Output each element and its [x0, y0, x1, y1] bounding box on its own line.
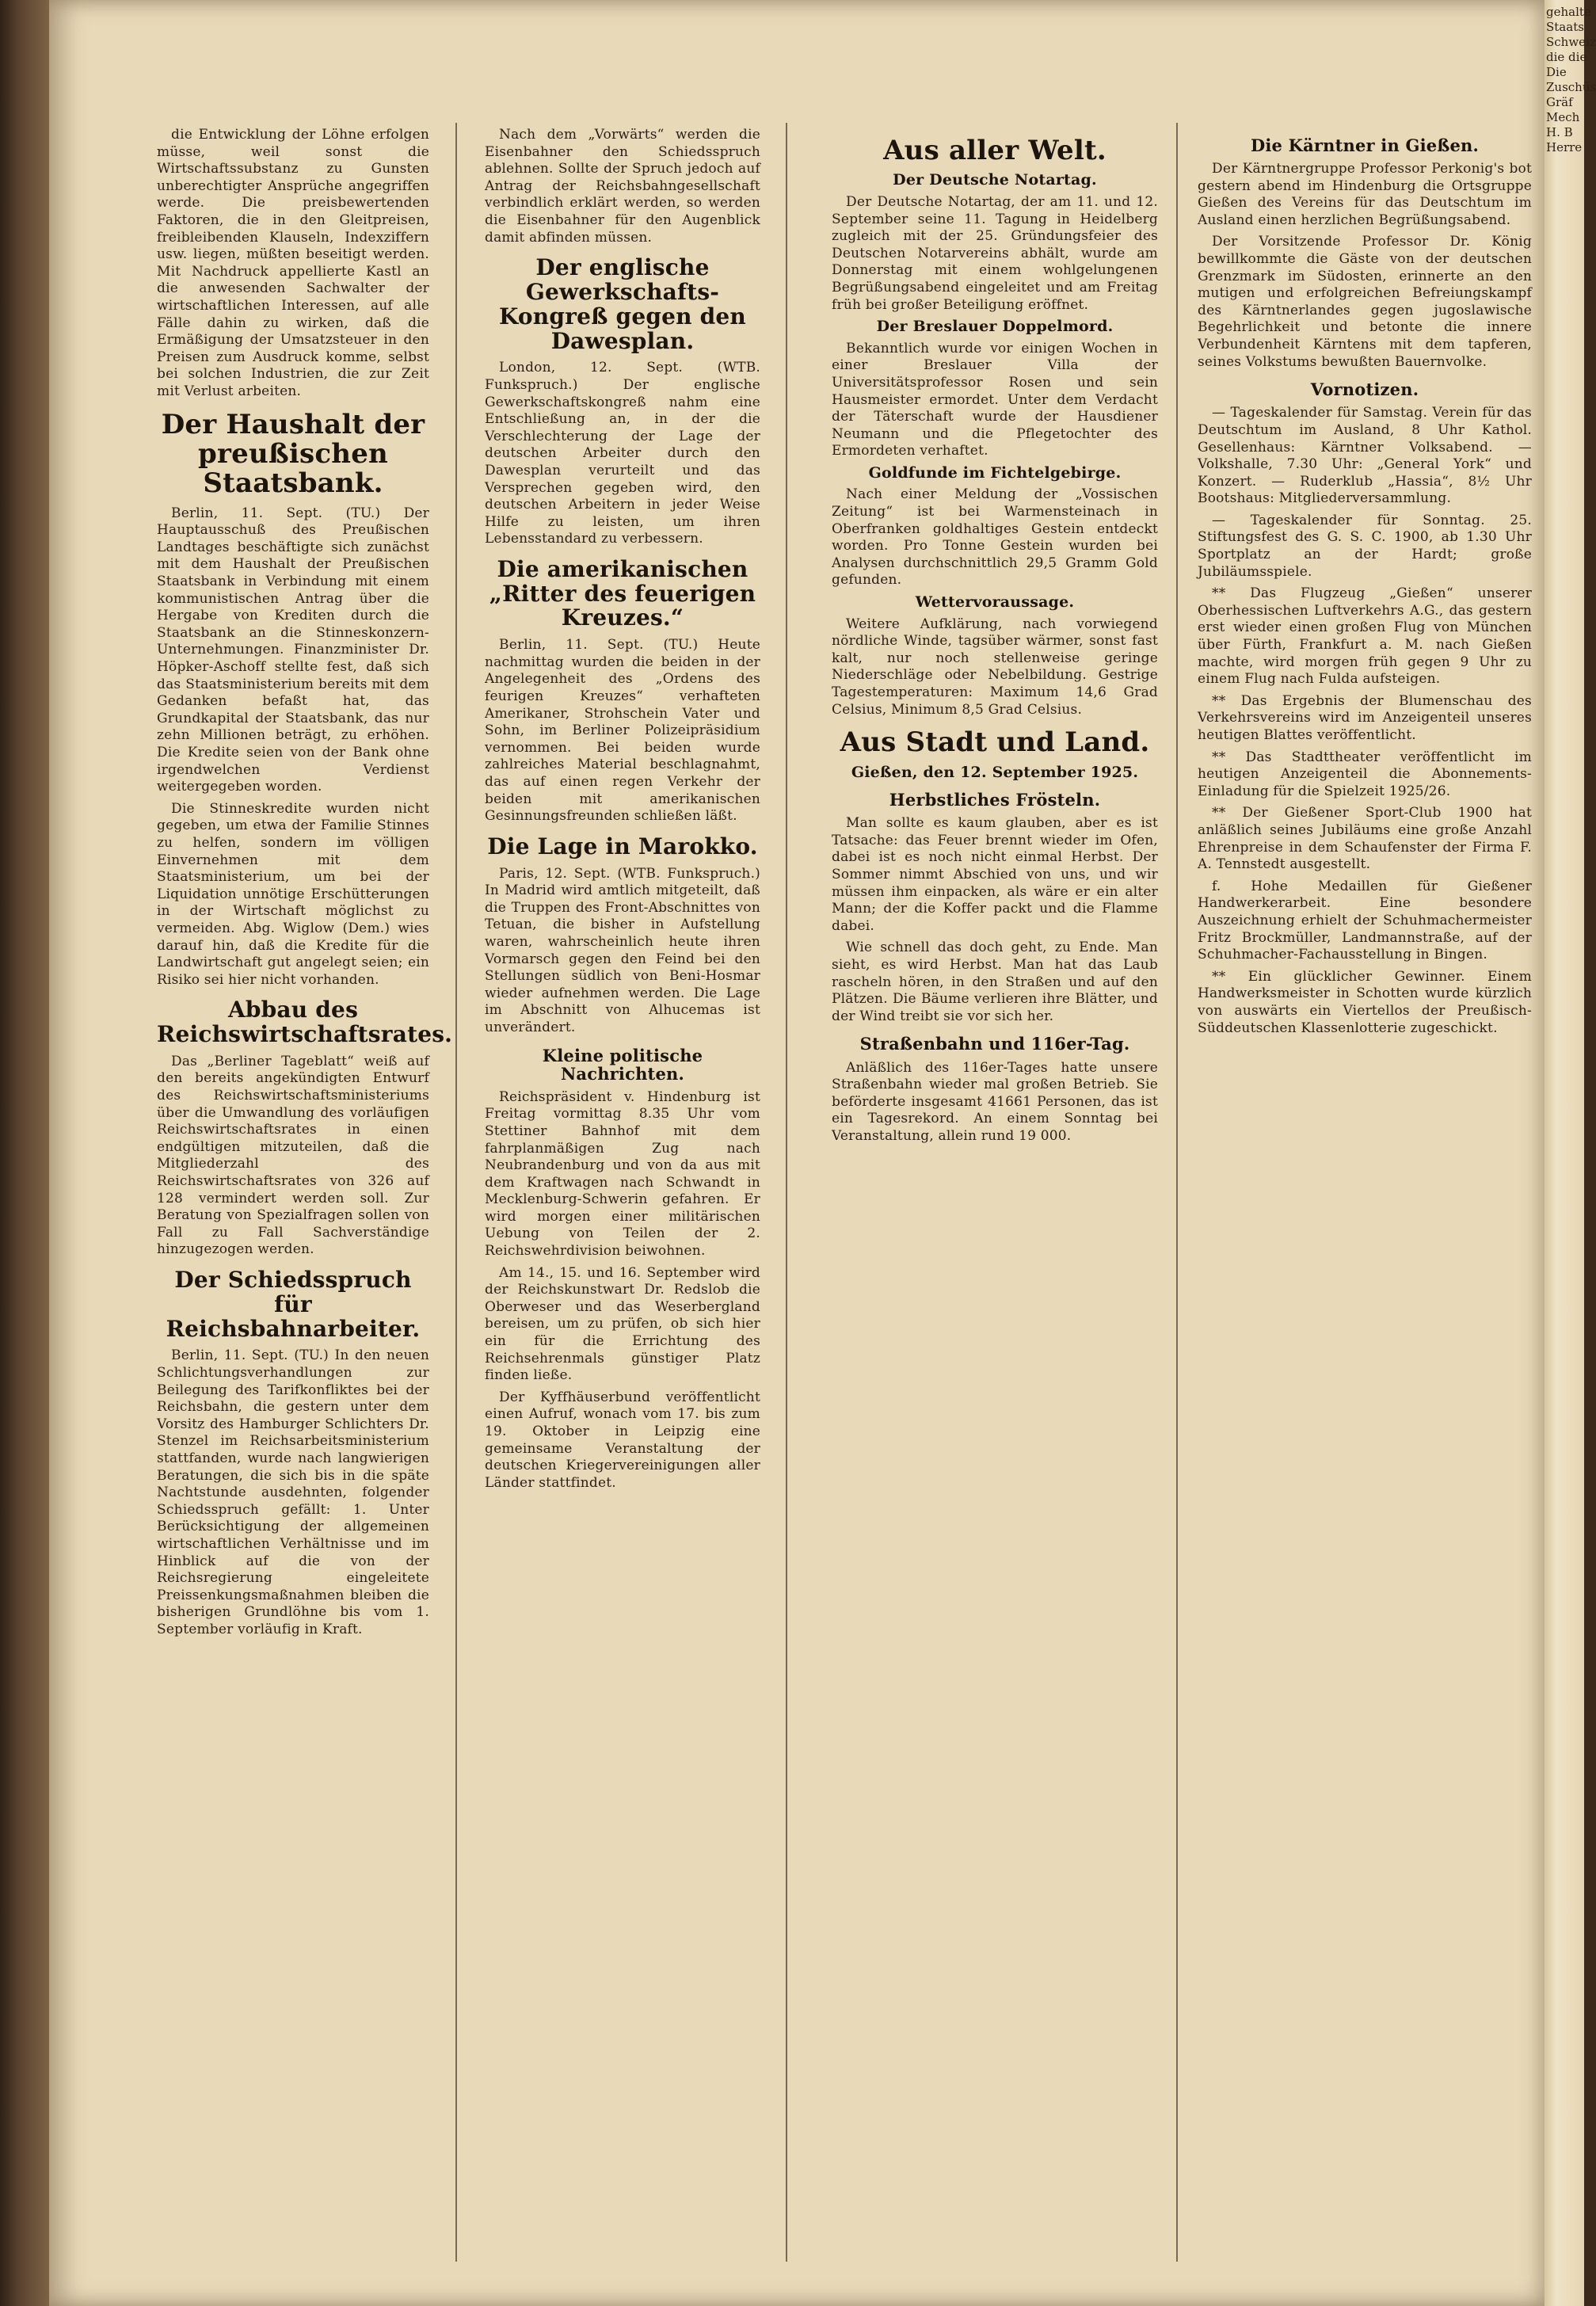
paragraph: Der Vorsitzende Professor Dr. König bewillkommte die Gäste von der deutschen Grenzmark im Südosten, erinnerte an den mutigen und erfolgreichen Befreiungskampf des Kärntnerlandes gegen jugoslawische Begehrlichkeit und betonte die innere Verbundenheit Kärntens mit dem tapferen, seines Volkstums bewußten Bauernvolke.: [1198, 234, 1532, 370]
headline-kaerntner: Die Kärntner in Gießen.: [1250, 135, 1480, 155]
paragraph: ** Ein glücklicher Gewinner. Einem Handwerksmeister in Schotten wurde kürzlich von auswärts ein Viertellos der Preußisch-Süddeutschen Klassenlotterie zugeschickt.: [1198, 968, 1532, 1036]
subhead-froesteln: Herbstliches Frösteln.: [889, 790, 1101, 810]
paragraph: Der Kyffhäuserbund veröffentlicht einen Aufruf, wonach vom 17. bis zum 19. Oktober in Leipzig eine gemeinsame Veranstaltung der deutschen Kriegervereinigungen aller Länder stattfindet.: [485, 1389, 760, 1491]
section-head-stadt-und-land: Aus Stadt und Land.: [840, 726, 1150, 759]
adjacent-page-text: gehalte Staats Schweiz die die Die Zuschüs Gräf Mech H. B Herre: [1546, 5, 1596, 154]
paragraph: Paris, 12. Sept. (WTB. Funkspruch.) In Madrid wird amtlich mitgeteilt, daß die Truppen des Front-Abschnittes von Tetuan, die bisher in Aufstellung waren, wahrscheinlich heute ihren Vormarsch gegen den Feind bei den Stellungen südlich von Beni-Hosmar wieder aufnehmen werden. Die Lage im Abschnitt von Alhucemas ist unverändert.: [485, 865, 760, 1035]
book-binding: [0, 0, 49, 2306]
headline-reichswirtschaftsrat: Abbau des Reichswirtschaftsrates.: [157, 997, 453, 1048]
column-rule: [455, 123, 457, 2262]
subhead-goldfunde: Goldfunde im Fichtelgebirge.: [868, 463, 1122, 482]
column-2: [485, 127, 760, 2266]
headline-staatsbank: Der Haushalt der preußischen Staatsbank.: [161, 408, 425, 500]
paragraph: Berlin, 11. Sept. (TU.) Heute nachmittag wurden die beiden in der Angelegenheit des „Ordens des feurigen Kreuzes“ verhafteten Amerikaner, Strohschein Vater und Sohn, im Berliner Polizeipräsidium vernommen. Bei beiden wurde zahlreiches Material beschlagnahmt, das auf einen regen Verkehr der beiden mit amerikanischen Gesinnungsfreunden schließen läßt.: [485, 637, 760, 825]
paragraph: Nach einer Meldung der „Vossischen Zeitung“ ist bei Warmensteinach in Oberfranken goldhaltiges Gestein entdeckt worden. Pro Tonne Gestein wurden bei Analysen durchschnittlich 29,5 Gramm Gold gefunden.: [832, 486, 1158, 589]
paragraph: Wie schnell das doch geht, zu Ende. Man sieht, es wird Herbst. Man hat das Laub rascheln hören, in den Straßen und auf den Plätzen. Die Bäume verlieren ihre Blätter, und der Wind treibt sie vor sich her.: [832, 940, 1158, 1024]
paragraph: ** Das Flugzeug „Gießen“ unserer Oberhessischen Luftverkehrs A.G., das gestern erst wieder einen großen Flug von München über Fürth, Frankfurt a. M. nach Gießen machte, wird morgen früh gegen 9 Uhr zu einem Flug nach Fulda aufsteigen.: [1198, 585, 1532, 688]
paragraph: Reichspräsident v. Hindenburg ist Freitag vormittag 8.35 Uhr vom Stettiner Bahnhof mit dem fahrplanmäßigen Zug nach Neubrandenburg und von da aus mit dem Kraftwagen nach Schwandt in Mecklenburg-Schwerin gefahren. Er wird morgen einer militärischen Uebung von Teilen der 2. Reichswehrdivision beiwohnen.: [485, 1088, 760, 1260]
subhead-strassenbahn: Straßenbahn und 116er-Tag.: [859, 1034, 1130, 1054]
headline-gewerkschaftskongress: Der englische Gewerkschafts-Kongreß gegen den Dawesplan.: [499, 254, 746, 354]
paragraph: ** Das Stadttheater veröffentlicht im heutigen Anzeigenteil die Abonnements-Einladung für die Spielzeit 1925/26.: [1198, 749, 1532, 799]
paragraph: — Tageskalender für Samstag. Verein für das Deutschtum im Ausland, 8 Uhr Kathol. Gesellenhaus: Kärntner Volksabend. — Volkshalle, 7.30 Uhr: „General York“ und Konzert. — Ruderklub „Hassia“, 8½ Uhr Bootshaus: Mitgliederversammlung.: [1198, 405, 1532, 507]
adjacent-page-edge: [1545, 0, 1596, 2306]
article-lead: Nach dem „Vorwärts“ werden die Eisenbahner den Schiedsspruch ablehnen. Sollte der Spruch jedoch auf Antrag der Reichsbahngesellschaft verbindlich erklärt werden, so werden die Eisenbahner für den Augenblick damit abfinden müssen.: [485, 127, 760, 246]
paragraph: ** Der Gießener Sport-Club 1900 hat anläßlich seines Jubiläums eine große Anzahl Ehrenpreise in dem Schaufenster der Firma F. A. Tennstedt ausgestellt.: [1198, 805, 1532, 873]
headline-kleine-nachrichten: Kleine politische Nachrichten.: [542, 1045, 703, 1084]
subhead-wetter: Wettervoraussage.: [915, 593, 1075, 612]
column-3: [832, 127, 1158, 2266]
article-lead: die Entwicklung der Löhne erfolgen müsse, weil sonst die Wirtschaftssubstanz zu Gunsten unberechtigter Ansprüche angegriffen werde. Die preisbewertenden Faktoren, die in den Gleitpreisen, freibleibenden Klauseln, Indexziffern usw. liegen, müßten beseitigt werden. Mit Nachdruck appellierte Kastl an die anwesenden Sachwalter der wirtschaftlichen Interessen, auf alle Fälle dahin zu wirken, daß die Ermäßigung der Umsatzsteuer in den Preisen zum Ausdruck komme, selbst bei solchen Industrien, die zur Zeit mit Verlust arbeiten.: [157, 127, 429, 399]
subhead-doppelmord: Der Breslauer Doppelmord.: [876, 318, 1114, 336]
paragraph: Bekanntlich wurde vor einigen Wochen in einer Breslauer Villa der Universitätsprofessor Rosen und sein Hausmeister ermordet. Unter dem Verdacht der Täterschaft wurde der Hausdiener Neumann und die Pflegetochter des Ermordeten verhaftet.: [832, 340, 1158, 459]
headline-ritter-kreuz: Die amerikanischen „Ritter des feuerigen Kreuzes.“: [489, 555, 756, 631]
column-rule: [786, 123, 787, 2262]
paragraph: Man sollte es kaum glauben, aber es ist Tatsache: das Feuer brennt wieder im Ofen, dabei ist es noch nicht einmal Herbst. Der Sommer nimmt Abschied von uns, und wir müssen ihm einpacken, als wäre er ein alter Mann; der die Koffer packt und die Flamme dabei.: [832, 815, 1158, 934]
column-1: [157, 127, 453, 2266]
dateline: Gießen, den 12. September 1925.: [851, 763, 1139, 781]
headline-marokko: Die Lage in Marokko.: [487, 833, 758, 860]
column-rule: [1176, 123, 1178, 2262]
paragraph: London, 12. Sept. (WTB. Funkspruch.) Der englische Gewerkschaftskongreß nahm eine Entschließung an, in der die Verschlechterung der Lage der deutschen Arbeiter durch den Dawesplan verurteilt und das Versprechen gegeben wird, den deutschen Arbeitern in jeder Weise Hilfe zu leisten, um ihren Lebensstandard zu verbessern.: [485, 360, 760, 547]
column-4: [1198, 127, 1532, 2266]
paragraph: Anläßlich des 116er-Tages hatte unsere Straßenbahn wieder mal großen Betrieb. Sie beförderte insgesamt 41661 Personen, das ist ein Tagesrekord. An einem Sonntag bei Veranstaltung, allein rund 19 000.: [832, 1059, 1158, 1144]
headline-vornotizen: Vornotizen.: [1310, 379, 1419, 400]
paragraph: ** Das Ergebnis der Blumenschau des Verkehrsvereins wird im Anzeigenteil unseres heutigen Blattes veröffentlicht.: [1198, 692, 1532, 743]
paragraph: f. Hohe Medaillen für Gießener Handwerkerarbeit. Eine besondere Auszeichnung erhielt der Schuhmachermeister Fritz Brockmüller, Landmannstraße, auf der Schuhmacher-Fachausstellung in Bingen.: [1198, 878, 1532, 963]
paragraph: — Tageskalender für Sonntag. 25. Stiftungsfest des G. S. C. 1900, ab 1.30 Uhr Sportplatz an der Hardt; große Jubiläumsspiele.: [1198, 512, 1532, 580]
paragraph: Die Stinneskredite wurden nicht gegeben, um etwa der Familie Stinnes zu helfen, sondern im völligen Einvernehmen mit dem Staatsministerium, um bei der Liquidation unnötige Erschütterungen in der Wirtschaft möglichst zu vermeiden. Abg. Wiglow (Dem.) wies darauf hin, daß die Kredite für die Landwirtschaft gut angelegt seien; ein Risiko sei hier nicht vorhanden.: [157, 800, 429, 988]
paragraph: Das „Berliner Tageblatt“ weiß auf den bereits angekündigten Entwurf des Reichswirtschaftsministeriums über die Umwandlung des vorläufigen Reichswirtschaftsrates in einen endgültigen mitzuteilen, daß die Mitgliederzahl des Reichswirtschaftsrates von 326 auf 128 vermindert werden soll. Zur Beratung von Spezialfragen sollen von Fall zu Fall Sachverständige hinzugezogen werden.: [157, 1053, 429, 1258]
paragraph: Berlin, 11. Sept. (TU.) In den neuen Schlichtungsverhandlungen zur Beilegung des Tarifkonfliktes bei der Reichsbahn, die gestern unter dem Vorsitz des Hamburger Schlichters Dr. Stenzel im Reichsarbeitsministerium stattfanden, wurde nach langwierigen Beratungen, die sich bis in die späte Nachtstunde ausdehnten, folgender Schiedsspruch gefällt: 1. Unter Berücksichtigung der allgemeinen wirtschaftlichen Verhältnisse und im Hinblick auf die von der Reichsregierung eingeleitete Preissenkungsmaßnahmen bleiben die bisherigen Grundlöhne bis vom 1. September vorläufig in Kraft.: [157, 1347, 429, 1637]
paragraph: Am 14., 15. und 16. September wird der Reichskunstwart Dr. Redslob die Oberweser und das Weserbergland bereisen, um zu prüfen, ob sich hier ein für die Errichtung des Reichsehrenmals günstiger Platz finden ließe.: [485, 1264, 760, 1384]
subhead-notartag: Der Deutsche Notartag.: [893, 171, 1097, 189]
headline-schiedsspruch: Der Schiedsspruch für Reichsbahnarbeiter.: [166, 1267, 421, 1342]
paragraph: Weitere Aufklärung, nach vorwiegend nördliche Winde, tagsüber wärmer, sonst fast kalt, nur noch stellenweise geringe Niederschläge oder Nebelbildung. Gestrige Tagestemperaturen: Maximum 14,6 Grad Celsius, Minimum 8,5 Grad Celsius.: [832, 616, 1158, 718]
section-head-aus-aller-welt: Aus aller Welt.: [883, 135, 1107, 166]
paragraph: Der Kärntnergruppe Professor Perkonig's bot gestern abend im Hindenburg die Ortsgruppe Gießen des Vereins für das Deutschtum im Ausland einen herzlichen Begrüßungsabend.: [1198, 161, 1532, 228]
paragraph: Der Deutsche Notartag, der am 11. und 12. September seine 11. Tagung in Heidelberg zugleich mit der 25. Gründungsfeier des Deutschen Notarvereins abhält, wurde am Donnerstag mit einem wohlgelungenen Begrüßungsabend eingeleitet und am Freitag früh bei großer Beteiligung eröffnet.: [832, 193, 1158, 313]
paragraph: Berlin, 11. Sept. (TU.) Der Hauptausschuß des Preußischen Landtages beschäftigte sich zunächst mit dem Haushalt der Preußischen Staatsbank in Verbindung mit einem kommunistischen Antrag über die Hergabe von Krediten durch die Staatsbank an die Stinneskonzern-Unternehmungen. Finanzminister Dr. Höpker-Aschoff stellte fest, daß sich das Staatsministerium bereits mit dem Gedanken befaßt hat, das Grundkapital der Staatsbank, das nur zehn Millionen beträgt, zu erhöhen. Die Kredite seien von der Bank ohne irgendwelchen Verdienst weitergegeben worden.: [157, 505, 429, 795]
